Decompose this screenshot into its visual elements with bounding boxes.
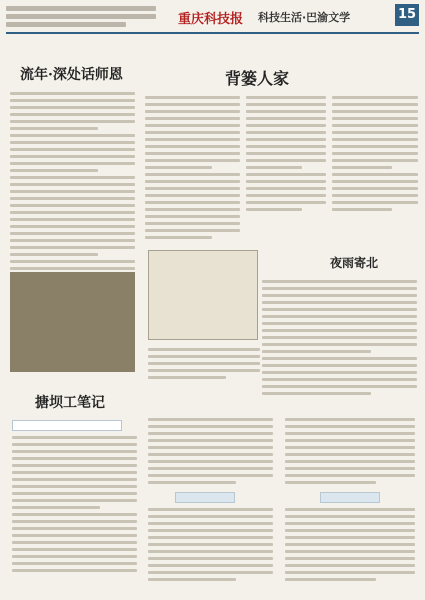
photo-left [10, 272, 135, 372]
masthead: 重庆科技报 [178, 12, 244, 27]
subhead-box-3 [320, 492, 380, 503]
section-title: 科技生活·巴渝文学 [258, 11, 351, 24]
dateline-block [6, 6, 156, 30]
page-header [0, 0, 425, 46]
subhead-box-1 [12, 420, 122, 431]
header-rule [6, 32, 419, 34]
book-cover-image [148, 250, 258, 340]
heading-top-left: 流年·深处话师恩 [20, 67, 123, 83]
bottom-col-1 [12, 436, 137, 576]
heading-top-center: 背篓人家 [225, 69, 290, 88]
heading-bottom: 搪坝工笔记 [35, 395, 105, 411]
bottom-col-3b [285, 508, 415, 585]
subhead-box-2 [175, 492, 235, 503]
bottom-col-2 [148, 418, 273, 488]
heading-book-feature: 夜雨寄北 [330, 256, 379, 270]
article-center-col-1 [145, 96, 240, 243]
bottom-col-2b [148, 508, 273, 585]
book-feature-body [262, 280, 417, 399]
bottom-col-3 [285, 418, 415, 488]
book-caption [148, 348, 260, 383]
article-center-col-3 [332, 96, 418, 215]
page-number: 15 [395, 4, 419, 26]
article-center-col-2 [246, 96, 326, 215]
